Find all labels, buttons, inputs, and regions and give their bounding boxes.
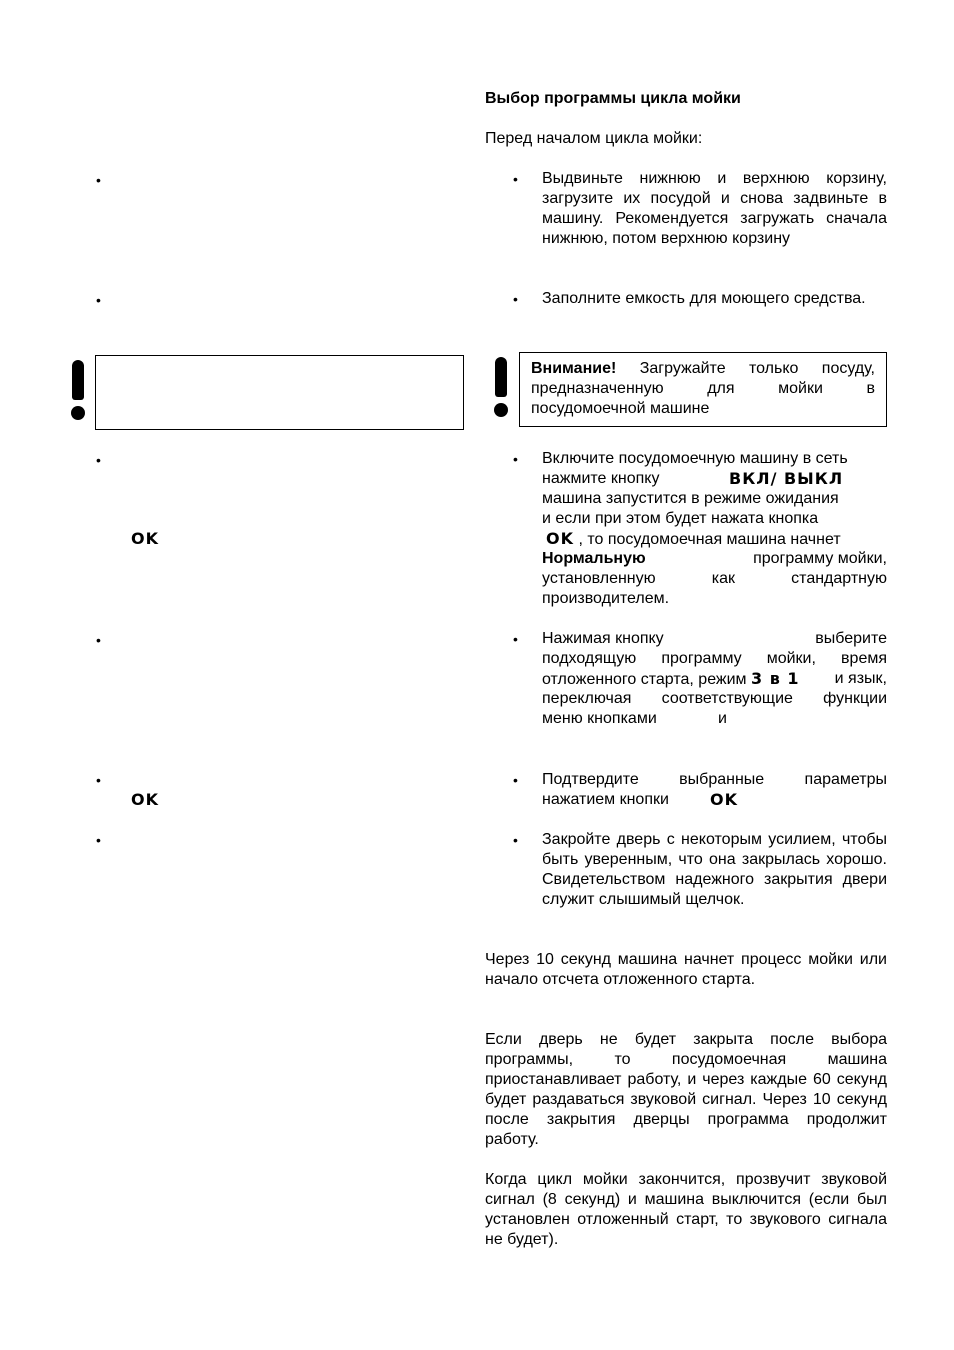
step-select-program-line: отложенного старта, режим [542, 671, 747, 688]
step-select-program-line: переключая соответствующие функции [542, 690, 887, 707]
exclamation-icon [494, 357, 508, 417]
step-select-program [542, 629, 887, 729]
step-power-on-line: установленную как стандартную [542, 570, 887, 587]
step-fill-detergent: Заполните емкость для моющего средства. [542, 290, 866, 307]
step-select-program-line: подходящую программу мойки, время [542, 650, 887, 667]
step-power-on-line: и если при этом будет нажата кнопка [542, 510, 819, 527]
step-power-on-line: Включите посудомоечную машину в сеть [542, 450, 848, 467]
warning-label: Внимание! [531, 360, 617, 377]
step-select-program-line: выберите [815, 630, 887, 647]
intro-text: Перед началом цикла мойки: [485, 130, 703, 147]
bullet: • [513, 451, 518, 467]
bullet: • [513, 171, 518, 187]
section-heading: Выбор программы цикла мойки [485, 90, 741, 107]
left-bullet-2: • [96, 292, 101, 308]
step-select-program-line: и [718, 710, 727, 727]
step-confirm-line: нажатием кнопки [542, 791, 669, 808]
bullet: • [513, 832, 518, 848]
step-confirm [542, 770, 887, 810]
left-bullet-3: • [96, 452, 101, 468]
bullet: • [513, 631, 518, 647]
warning-text [531, 359, 875, 419]
bullet: • [513, 291, 518, 307]
left-bullet-6: • [96, 832, 101, 848]
press-button-text: нажмите кнопку [542, 470, 660, 487]
left-bullet-1: • [96, 172, 101, 188]
left-bullet-5: • [96, 772, 101, 788]
step-select-program-line: меню кнопками [542, 710, 657, 727]
step-load-baskets: Выдвиньте нижнюю и верхнюю корзину, загрузите их посудой и снова задвиньте в машину. Рекомендуется загружать сначала нижнюю, потом верхнюю корзину [542, 170, 887, 247]
step-close-door: Закройте дверь с некоторым усилием, чтобы быть уверенным, что она закрылась хорошо. Свидетельством надежного закрытия двери служит слышимый щелчок. [542, 831, 887, 908]
step-confirm-line: Подтвердите выбранные параметры [542, 771, 887, 788]
left-warning-box [95, 355, 464, 430]
step-power-on-line: машина запустится в режиме ожидания [542, 490, 839, 507]
step-select-program-line: Нажимая кнопку [542, 630, 664, 647]
step-power-on-line: программу мойки, [753, 550, 887, 567]
three-in-one-label: 3 в 1 [751, 669, 800, 688]
paragraph-wash-start: Через 10 секунд машина начнет процесс мойки или начало отсчета отложенного старта. [485, 951, 887, 988]
ok-button-label: OK [710, 790, 738, 809]
exclamation-icon-left [71, 360, 85, 420]
step-select-program-line: и язык, [834, 670, 887, 687]
warning-body: Загружайте только посуду, предназначенную для мойки в посудомоечной машине [531, 360, 875, 417]
ok-button-label: OK [546, 529, 574, 548]
paragraph-door-open: Если дверь не будет закрыта после выбора программы, то посудомоечная машина приостанавливает работу, и через каждые 60 секунд будет раздаваться звуковой сигнал. Через 10 секунд после закрытия дверцы программа продолжит работу. [485, 1031, 887, 1148]
step-power-on [542, 449, 887, 609]
step-power-on-line: производителем. [542, 590, 670, 607]
normal-program-label: Нормальную [542, 550, 646, 567]
paragraph-cycle-end: Когда цикл мойки закончится, прозвучит звуковой сигнал (8 секунд) и машина выключится (если был установлен отложенный старт, то звукового сигнала не будет). [485, 1171, 887, 1248]
left-bullet-4: • [96, 632, 101, 648]
step-power-on-line: , то посудомоечная машина начнет [578, 531, 841, 548]
bullet: • [513, 772, 518, 788]
left-ok-label-1: OK [131, 529, 159, 548]
left-ok-label-2: OK [131, 790, 159, 809]
on-off-button-label: ВКЛ/ ВЫКЛ [729, 469, 844, 488]
